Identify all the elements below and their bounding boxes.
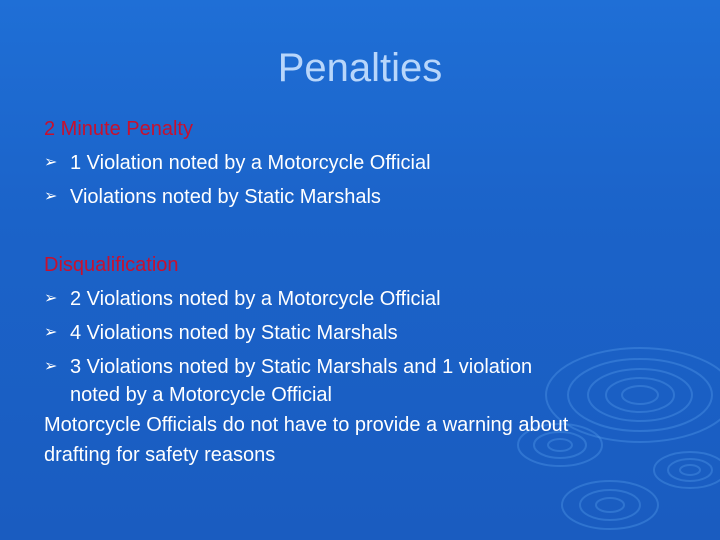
- bullet-item: [44, 316, 694, 350]
- section-heading-disqualification: Disqualification: [44, 254, 179, 276]
- bullet-text: Violations noted by Static Marshals: [70, 186, 381, 208]
- footer-note: [44, 410, 694, 470]
- arrow-bullet-icon: ➢: [44, 358, 58, 375]
- bullet-text-line-1: 3 Violations noted by Static Marshals and 1 violation: [70, 356, 533, 378]
- slide-title: Penalties: [277, 46, 443, 90]
- bullet-text: 1 Violation noted by a Motorcycle Official: [70, 152, 431, 174]
- footer-note-line-1: Motorcycle Officials do not have to provide a warning about: [44, 414, 569, 436]
- slide-body: [44, 112, 694, 470]
- bullet-item: [44, 282, 694, 316]
- arrow-bullet-icon: ➢: [44, 188, 58, 205]
- spacer: [44, 214, 694, 248]
- arrow-bullet-icon: ➢: [44, 154, 58, 171]
- bullet-item: [44, 146, 694, 180]
- bullet-text: 2 Violations noted by a Motorcycle Official: [70, 288, 441, 310]
- section-heading-2-minute-penalty: 2 Minute Penalty: [44, 118, 193, 140]
- footer-note-line-2: drafting for safety reasons: [44, 444, 276, 466]
- bullet-text: 4 Violations noted by Static Marshals: [70, 322, 398, 344]
- arrow-bullet-icon: ➢: [44, 324, 58, 341]
- arrow-bullet-icon: ➢: [44, 290, 58, 307]
- bullet-item: [44, 180, 694, 214]
- bullet-item: [44, 350, 694, 410]
- bullet-text-line-2: noted by a Motorcycle Official: [70, 384, 332, 406]
